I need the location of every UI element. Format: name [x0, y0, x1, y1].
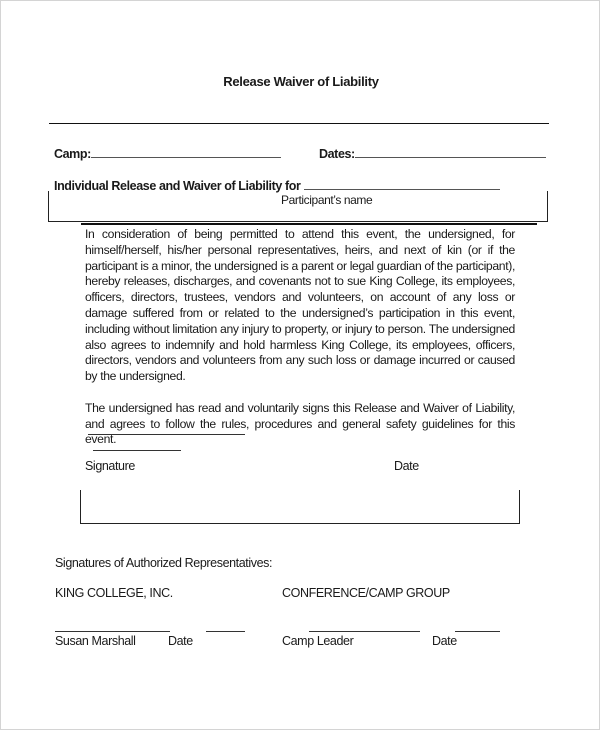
participant-name-caption: Participant’s name — [281, 193, 373, 207]
college-date-label: Date — [168, 634, 193, 648]
participant-name-blank[interactable] — [304, 180, 500, 190]
header-divider — [49, 123, 549, 124]
college-signer-name: Susan Marshall — [55, 634, 136, 648]
signature-label: Signature — [85, 459, 135, 473]
waiver-paragraph-1: In consideration of being permitted to attend this event, the undersigned, for himself/herself, his/her personal representatives, heirs, and next of kin (or if the participant is a minor, the undersigned is a parent or legal guardian of the participant), hereby releases, discharges, and covenants not to sue King College, its employees, officers, directors, trustees, vendors and volunteers, on account of any loss or damage suffered from or related to the undersigned’s participation in this event, including without limitation any injury to property, or injury to person. The undersigned also agrees to indemnify and hold harmless King College, its employees, officers, directors, vendors and volunteers from any such loss or damage incurred or caused by the undersigned. — [85, 227, 515, 384]
camp-leader-date-label: Date — [432, 634, 457, 648]
dates-field — [319, 147, 546, 161]
waiver-body — [85, 227, 515, 464]
dates-blank[interactable] — [355, 148, 546, 158]
signature-line[interactable] — [88, 434, 245, 435]
authorized-reps-heading: Signatures of Authorized Representatives: — [55, 556, 273, 570]
college-signature-line[interactable] — [55, 631, 170, 632]
camp-label: Camp: — [54, 147, 91, 161]
camp-group-label: CONFERENCE/CAMP GROUP — [282, 586, 450, 600]
signature-box — [80, 490, 520, 524]
camp-blank[interactable] — [91, 148, 281, 158]
camp-field — [54, 147, 281, 161]
waiver-paragraph-2: The undersigned has read and voluntarily signs this Release and Waiver of Liability, and agrees to follow the rules, procedures and general safety guidelines for this event. — [85, 400, 515, 447]
dates-label: Dates: — [319, 147, 355, 161]
signature-line-short — [93, 450, 181, 451]
camp-leader-label: Camp Leader — [282, 634, 354, 648]
document-title: Release Waiver of Liability — [223, 74, 379, 89]
individual-release-label: Individual Release and Waiver of Liability for — [54, 179, 301, 193]
participant-box-underline — [81, 223, 537, 225]
date-label: Date — [394, 459, 419, 473]
college-date-line[interactable] — [206, 631, 245, 632]
camp-leader-signature-line[interactable] — [309, 631, 420, 632]
camp-leader-date-line[interactable] — [455, 631, 500, 632]
king-college-label: KING COLLEGE, INC. — [55, 586, 173, 600]
